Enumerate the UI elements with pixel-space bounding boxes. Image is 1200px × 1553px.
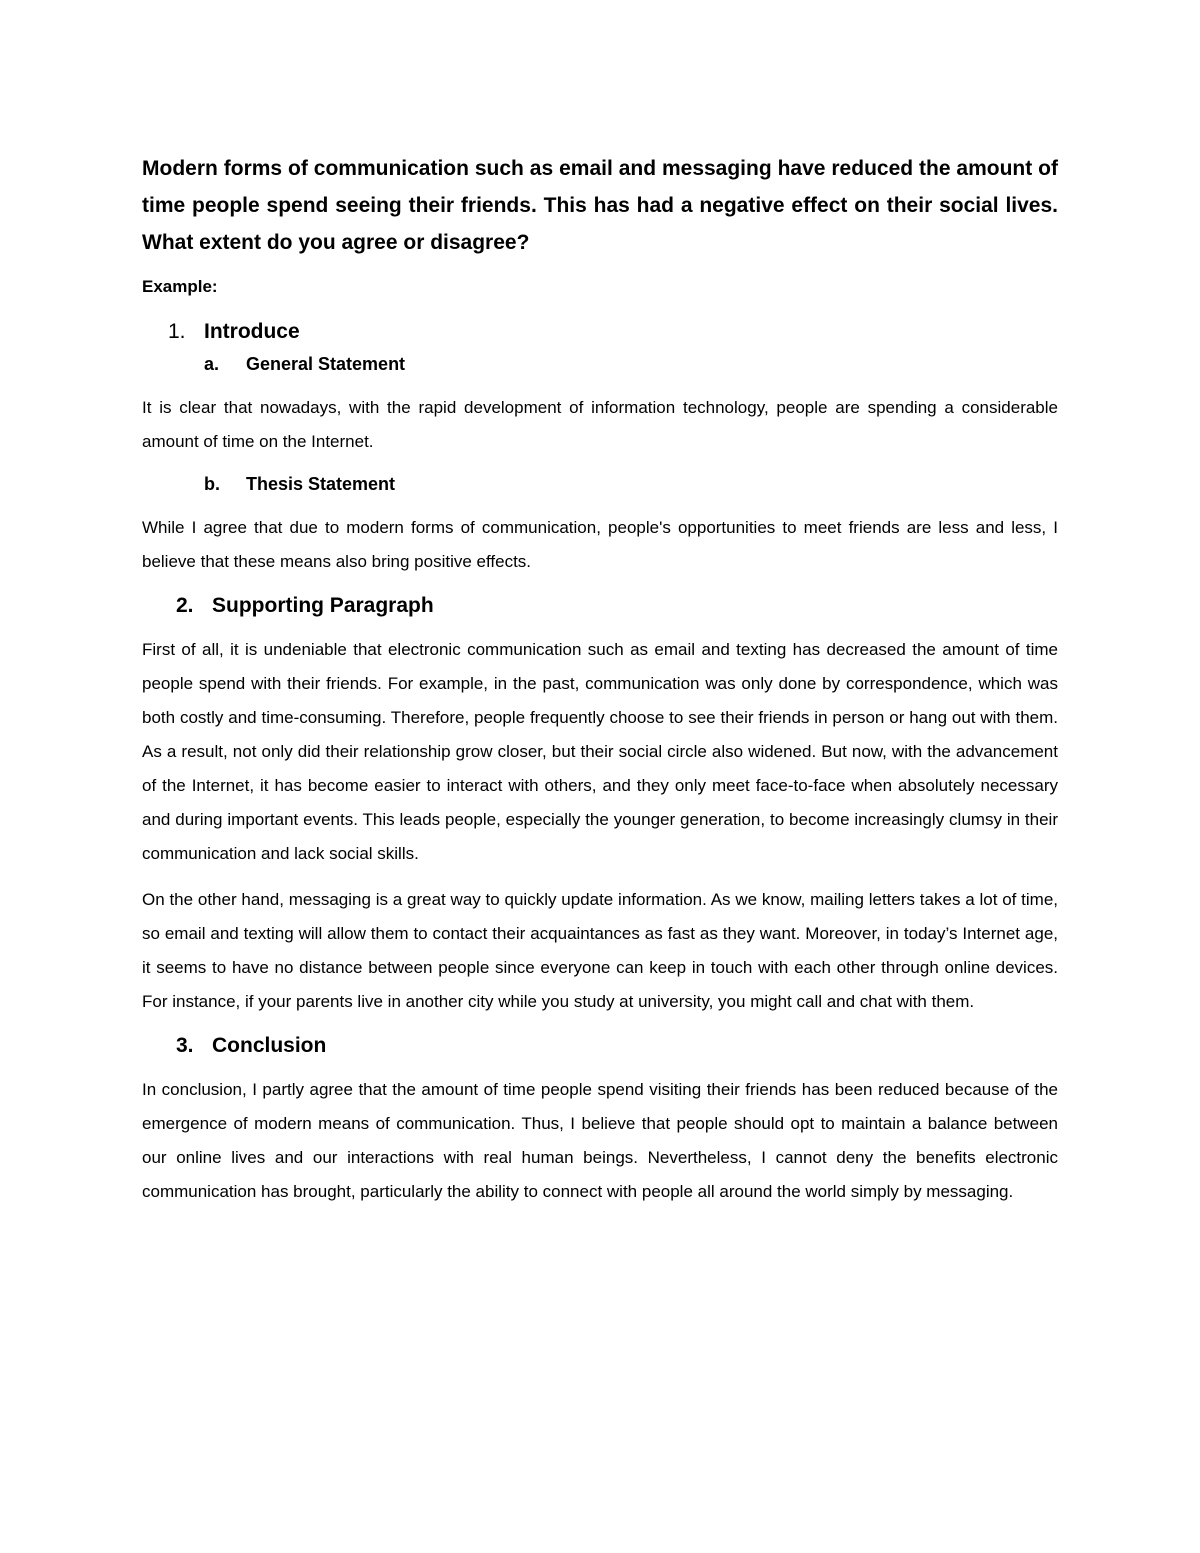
section-title: Supporting Paragraph [212, 594, 434, 617]
section-heading-introduce [142, 317, 1058, 347]
section-heading-conclusion [142, 1031, 1058, 1061]
thesis-statement-text: While I agree that due to modern forms of communication, people's opportunities to meet friends are less and less, I believe that these means also bring positive effects. [142, 518, 1058, 571]
subheading-title: General Statement [246, 354, 406, 374]
supporting-paragraph-1: First of all, it is undeniable that electronic communication such as email and texting has decreased the amount of time people spend with their friends. For example, in the past, communication was only done by correspondence, which was both costly and time-consuming. Therefore, people frequently choose to see their friends in person or hang out with them. As a result, not only did their relationship grow closer, but their social circle also widened. But now, with the advancement of the Internet, it has become easier to interact with others, and they only meet face-to-face when absolutely necessary and during important events. This leads people, especially the younger generation, to become increasingly clumsy in their communication and lack social skills. [142, 640, 1058, 863]
section-title: Conclusion [212, 1034, 327, 1057]
section-number: 3. [176, 1034, 194, 1057]
section-number: 1. [168, 320, 186, 343]
document-content [142, 150, 1058, 1221]
subheading-letter: a. [204, 354, 220, 374]
supporting-paragraph-2: On the other hand, messaging is a great way to quickly update information. As we know, mailing letters takes a lot of time, so email and texting will allow them to contact their acquaintances as fast as they want. Moreover, in today’s Internet age, it seems to have no distance between people since everyone can keep in touch with each other through online devices. For instance, if your parents live in another city while you study at university, you might call and chat with them. [142, 890, 1058, 1011]
essay-prompt: Modern forms of communication such as email and messaging have reduced the amount of time people spend seeing their friends. This has had a negative effect on their social lives. What extent do you agree or disagree? [142, 157, 1058, 254]
subheading-letter: b. [204, 474, 220, 494]
conclusion-text: In conclusion, I partly agree that the amount of time people spend visiting their friends has been reduced because of the emergence of modern means of communication. Thus, I believe that people should opt to maintain a balance between our online lives and our interactions with real human beings. Nevertheless, I cannot deny the benefits electronic communication has brought, particularly the ability to connect with people all around the world simply by messaging. [142, 1080, 1058, 1201]
section-heading-supporting [142, 591, 1058, 621]
general-statement-text: It is clear that nowadays, with the rapid development of information technology, people are spending a considerable amount of time on the Internet. [142, 398, 1058, 451]
section-number: 2. [176, 594, 194, 617]
subheading-title: Thesis Statement [246, 474, 396, 494]
section-title: Introduce [204, 320, 300, 343]
subheading-general-statement [142, 351, 1058, 377]
subheading-thesis-statement [142, 471, 1058, 497]
example-label: Example: [142, 277, 218, 296]
